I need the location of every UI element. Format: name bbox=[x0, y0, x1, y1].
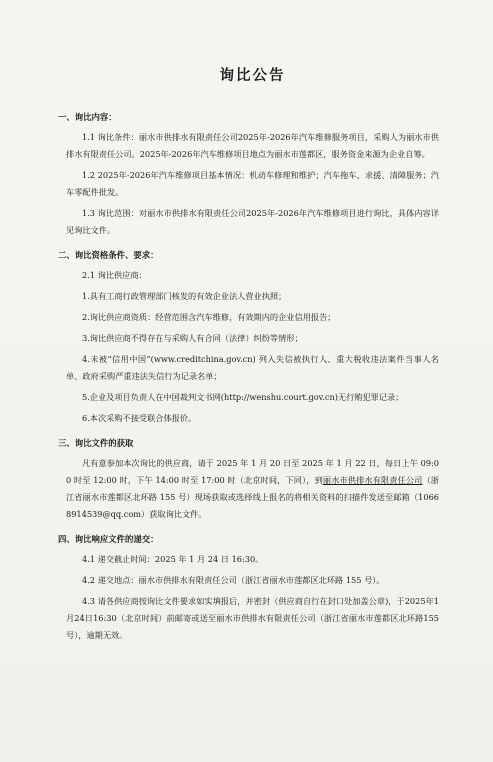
company-name-underlined: 丽水市供排水有限责任公司 bbox=[322, 475, 423, 485]
paragraph-4-2: 4.2 递交地点：丽水市供排水有限责任公司（浙江省丽水市莲都区北环路 155 号）。 bbox=[82, 575, 385, 585]
section-2-heading: 二、询比资格条件、要求： bbox=[58, 250, 159, 260]
paragraph-2-1: 2.1 询比供应商： bbox=[82, 270, 147, 280]
qualification-item-1: 1.具有工商行政管理部门核发的有效企业法人营业执照； bbox=[82, 291, 287, 301]
section-3-heading: 三、询比文件的获取 bbox=[58, 438, 134, 448]
section-4-heading: 四、询比响应文件的递交： bbox=[58, 534, 159, 544]
paragraph-1-1: 1.1 询比条件：丽水市供排水有限责任公司2025年-2026年汽车维修服务项目，采购人为丽水市供排水有限责任公司。2025年-2026年汽车维修项目地点为丽水市莲都区，服务资金来源为企业自筹。 bbox=[66, 132, 439, 159]
section-1-heading: 一、询比内容： bbox=[58, 112, 117, 122]
qualification-item-3: 3.询比供应商不得存在与采购人有合同（法律）纠纷等情形； bbox=[82, 333, 303, 343]
paragraph-4-1: 4.1 递交截止时间：2025 年 1 月 24 日 16:30。 bbox=[82, 554, 264, 564]
page-title: 询比公告 bbox=[219, 67, 286, 84]
paragraph-4-3: 4.3 请各供应商按询比文件要求如实填报后，并密封（供应商自行在封口处加盖公章)，于2025年1月24日16:30（北京时间）前邮寄或送至丽水市供排水有限责任公司（浙江省丽水市莲都区北环路155号），逾期无效。 bbox=[66, 596, 439, 640]
qualification-item-5: 5.企业及项目负责人在中国裁判文书网(http://wenshu.court.gov.cn)无行贿犯罪记录； bbox=[82, 392, 404, 402]
paragraph-3 bbox=[66, 455, 439, 523]
qualification-item-6: 6.本次采购不接受联合体报价。 bbox=[82, 413, 197, 423]
qualification-item-4: 4.未被“信用中国”(www.creditchina.gov.cn) 列入失信被执行人、重大税收违法案件当事人名单、政府采购严重违法失信行为记录名单； bbox=[66, 354, 439, 381]
paragraph-3-part-a: 凡有意参加本次询比的供应商，请于 2025 年 1 月 20 日至 2025 年 1 月 22 日，每日上午 09:00 时至 12:00 时，下午 14:00 时至 17:00 时（北京时间，下同），到 bbox=[66, 458, 439, 485]
paragraph-3-part-b: （浙江省丽水市莲都区北环路 155 号）现场获取或选择线上报名的将相关资料的扫描件发送至邮箱（10668914539@qq.com）获取询比文件。 bbox=[66, 475, 439, 519]
paragraph-1-2: 1.2 2025年-2026年汽车维修项目基本情况：机动车修理和维护；汽车拖车、求援、清障服务；汽车零配件批发。 bbox=[66, 170, 439, 197]
paragraph-1-3: 1.3 询比范围：对丽水市供排水有限责任公司2025年-2026年汽车维修项目进行询比，具体内容详见询比文件。 bbox=[66, 208, 439, 235]
qualification-item-2: 2.询比供应商资质：经营范围含汽车维修，有效期内的企业信用报告； bbox=[82, 312, 336, 322]
